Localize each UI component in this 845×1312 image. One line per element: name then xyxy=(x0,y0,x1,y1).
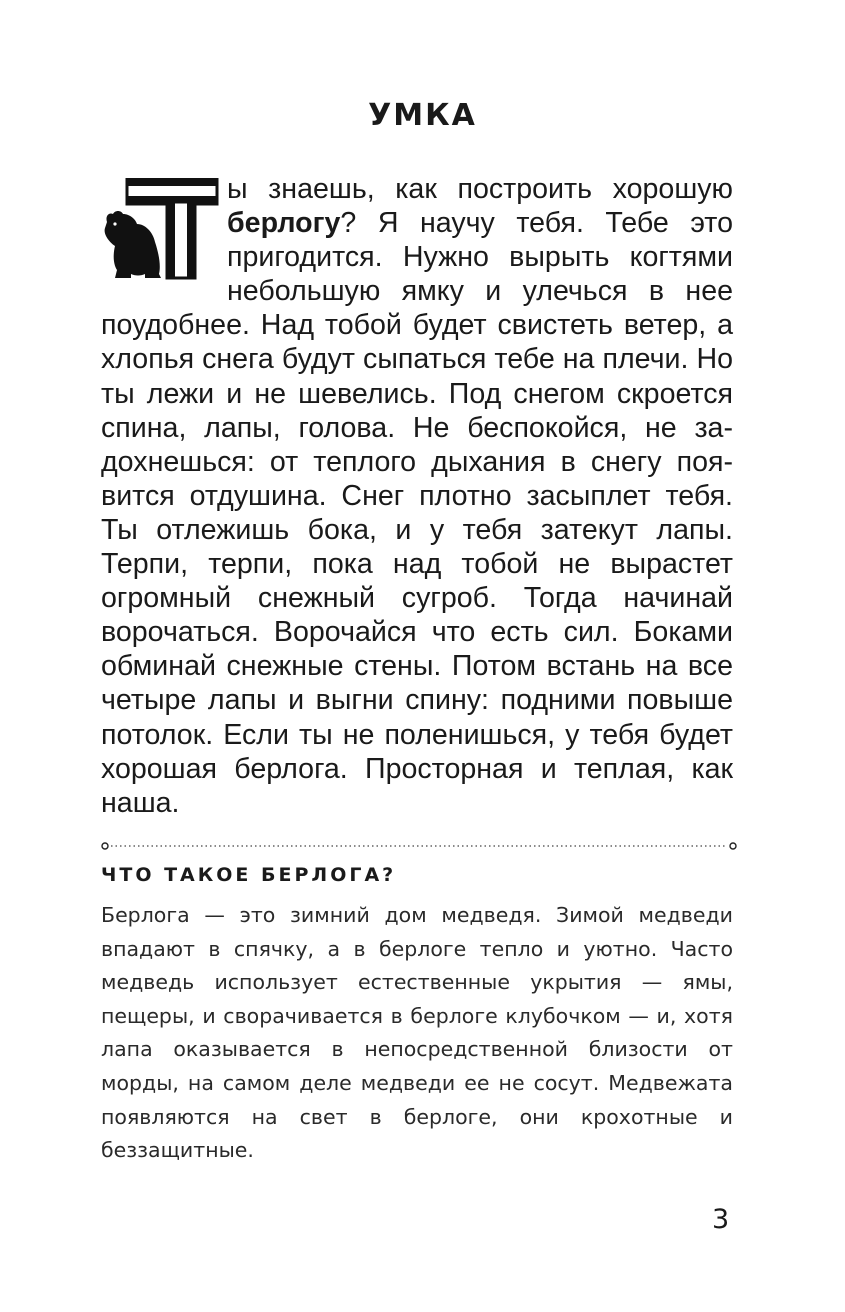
dropcap-letter xyxy=(101,178,219,280)
story-text-rest: ? Я научу тебя. Тебе это пригодится. Нужно вырыть когтями небольшую ямку и улечься в нее поудобнее. Над тобой будет свистеть ветер, а хлопья снега будут сыпаться тебе на плечи. Но ты лежи и не шевелись. Под снегом скроется спина, лапы, голова. Не беспокойся, не задохнешься: от теплого дыхания в снегу появится отдушина. Снег плотно засыплет тебя. Ты отлежишь бока, и у тебя затекут лапы. Терпи, терпи, пока над тобой не вырастет огромный снежный сугроб. Тогда начинай ворочаться. Ворочайся что есть сил. Боками обминай снежные стены. Потом встань на все четыре лапы и выгни спину: подними повыше потолок. Если ты не поленишься, у тебя будет хорошая берлога. Просторная и теплая, как наша. xyxy=(101,207,733,819)
bear-silhouette-icon xyxy=(105,211,161,278)
chapter-title: УМКА xyxy=(368,98,477,133)
story-text-start: ы знаешь, как построить хорошую xyxy=(227,173,733,205)
story-paragraph xyxy=(101,172,733,820)
dotted-divider xyxy=(101,842,737,850)
story-bold-word: берлогу xyxy=(227,207,341,240)
page-number: 3 xyxy=(712,1204,730,1235)
sidebar-title: ЧТО ТАКОЕ БЕРЛОГА? xyxy=(101,864,397,886)
sidebar-text: Берлога — это зимний дом медведя. Зимой медведи впадают в спячку, а в берлоге тепло и уютно. Часто медведь использует естественные укрытия — ямы, пещеры, и сворачивается в берлоге клубочком — и, хотя лапа оказывается в непосредственной близости от морды, на самом деле медведи ее не сосут. Медвежата появляются на свет в берлоге, они крохотные и беззащитные. xyxy=(101,903,733,1163)
